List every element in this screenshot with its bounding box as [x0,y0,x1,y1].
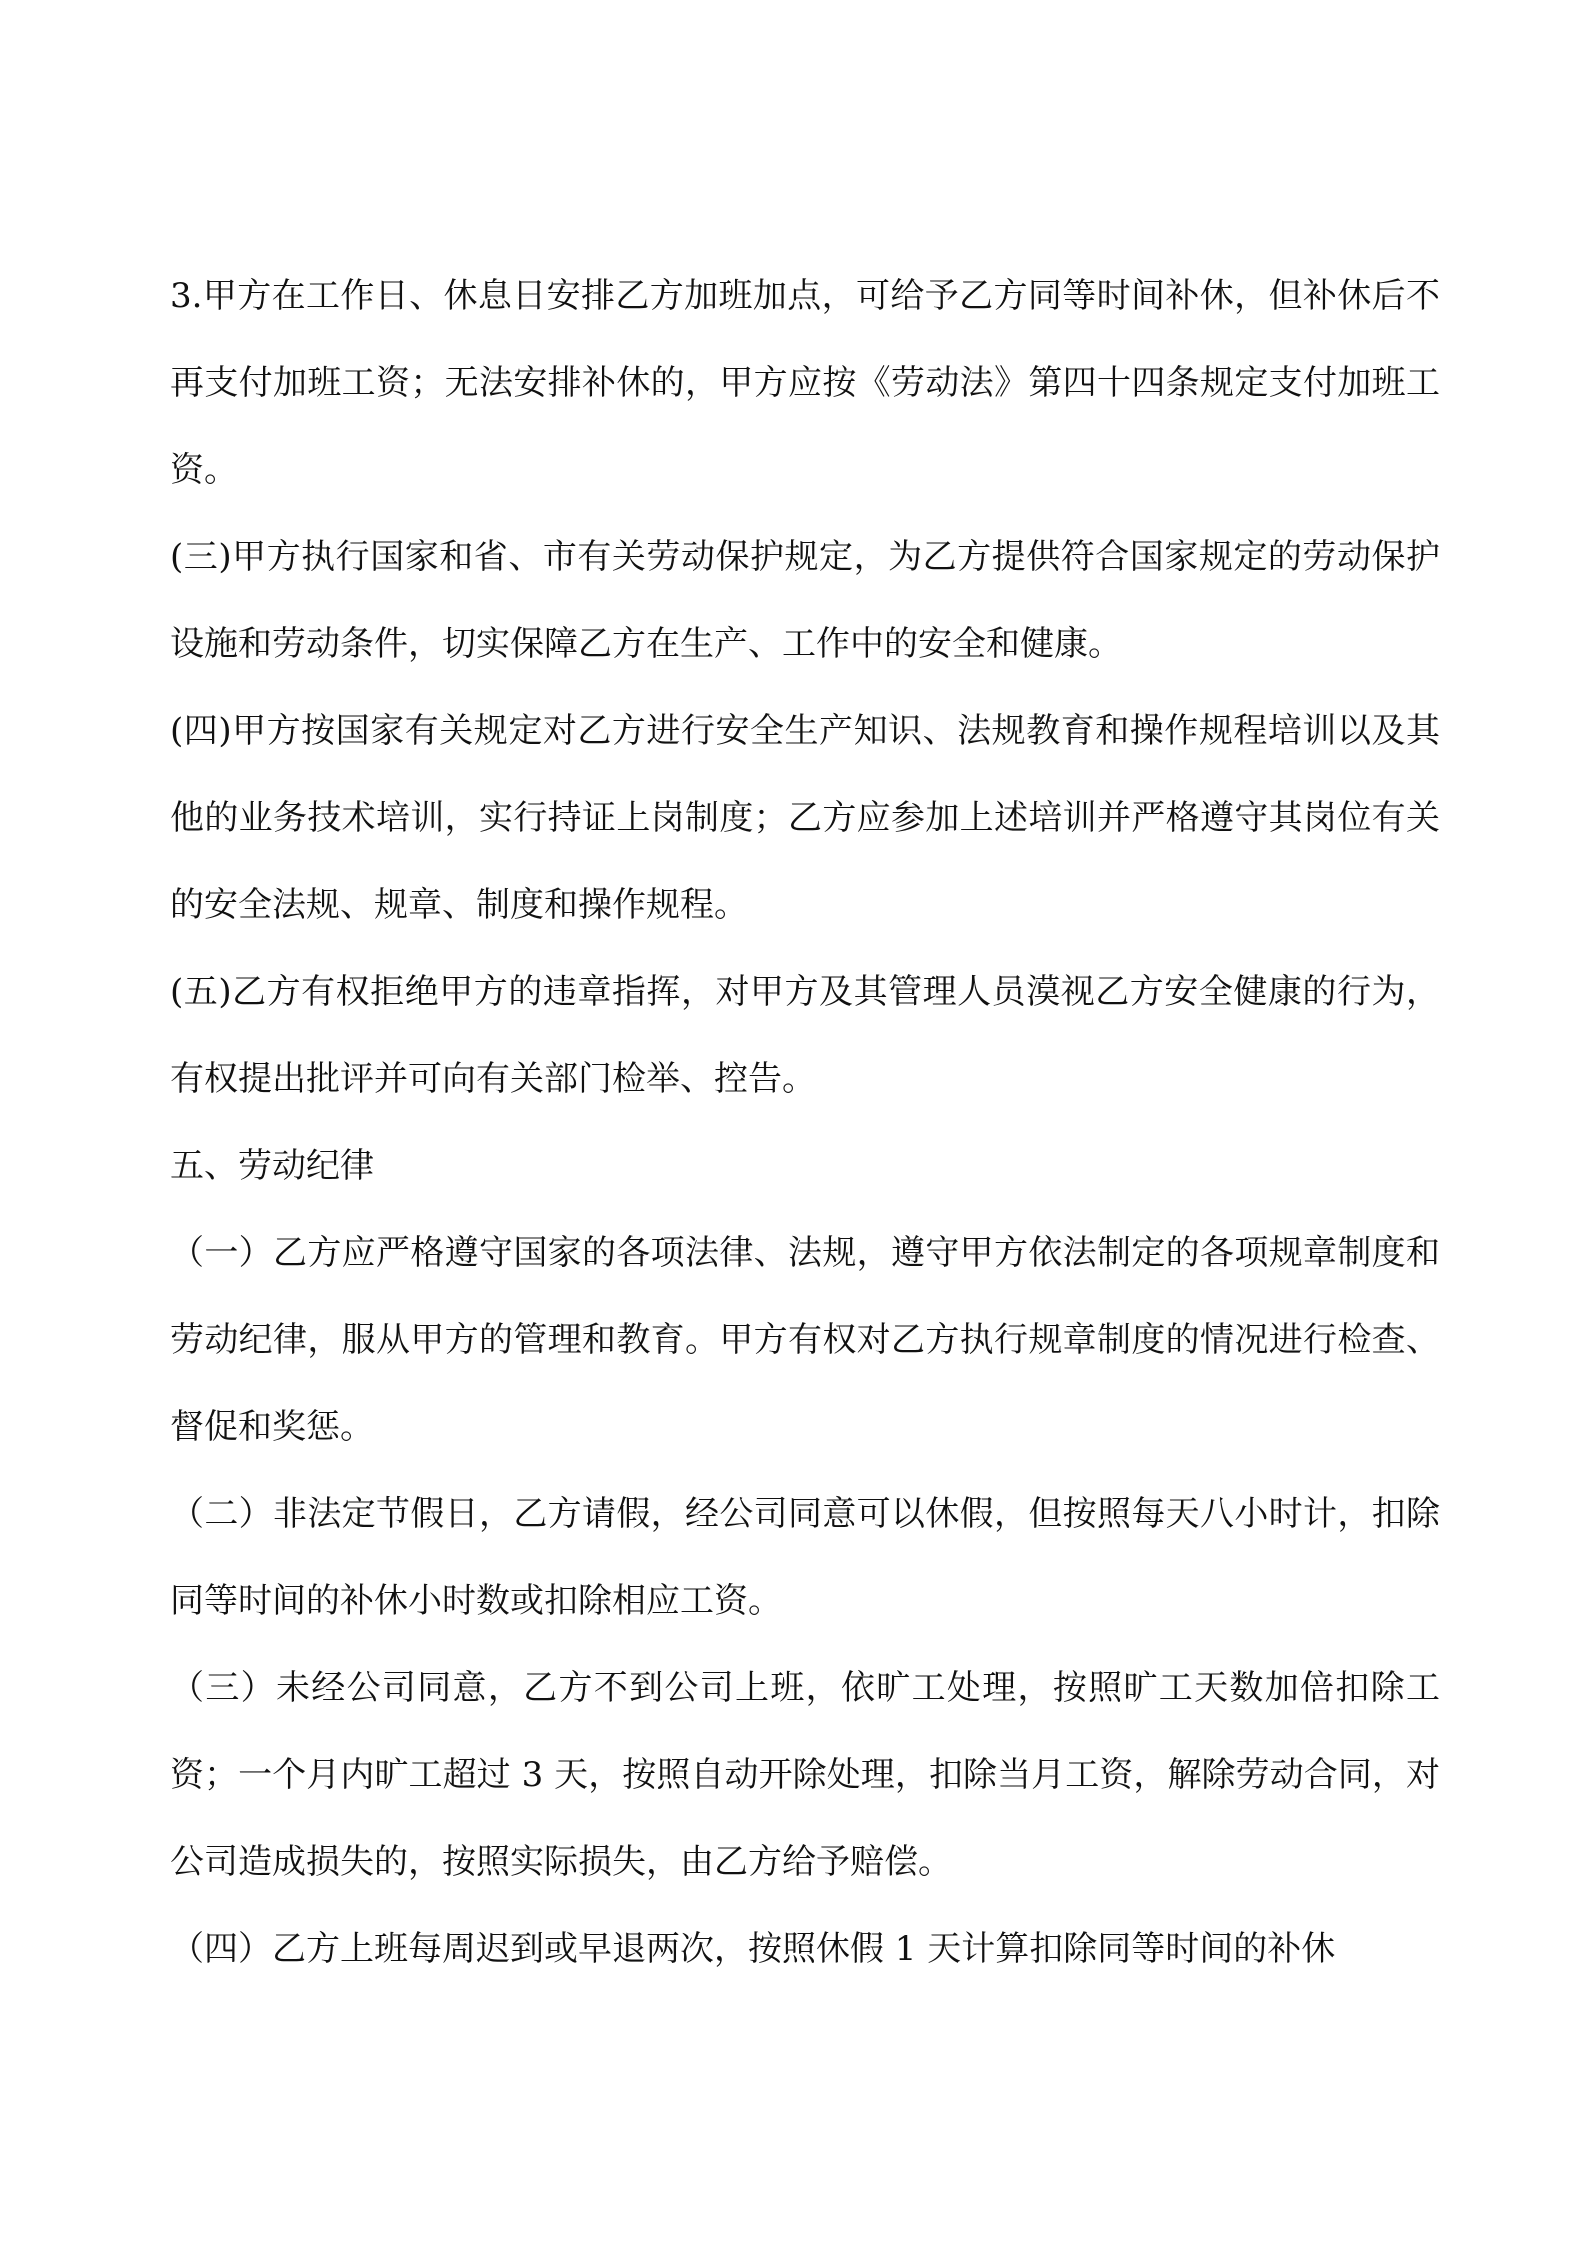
paragraph-right-to-refuse: (五)乙方有权拒绝甲方的违章指挥，对甲方及其管理人员漠视乙方安全健康的行为，有权提出批评并可向有关部门检举、控告。 [170,972,1440,1099]
paragraph-leave-request: （二）非法定节假日，乙方请假，经公司同意可以休假，但按照每天八小时计，扣除同等时间的补休小时数或扣除相应工资。 [170,1494,1440,1621]
paragraph-overtime-compensation: 3.甲方在工作日、休息日安排乙方加班加点，可给予乙方同等时间补休，但补休后不再支付加班工资；无法安排补休的，甲方应按《劳动法》第四十四条规定支付加班工资。 [170,276,1440,490]
paragraph-safety-training: (四)甲方按国家有关规定对乙方进行安全生产知识、法规教育和操作规程培训以及其他的业务技术培训，实行持证上岗制度；乙方应参加上述培训并严格遵守其岗位有关的安全法规、规章、制度和操作规程。 [170,711,1440,925]
paragraph-lateness: （四）乙方上班每周迟到或早退两次，按照休假 1 天计算扣除同等时间的补休 [170,1929,1336,1969]
paragraph-labor-protection: (三)甲方执行国家和省、市有关劳动保护规定，为乙方提供符合国家规定的劳动保护设施和劳动条件，切实保障乙方在生产、工作中的安全和健康。 [170,537,1440,664]
document-body [170,253,1440,1993]
section-heading-labor-discipline: 五、劳动纪律 [170,1146,374,1186]
paragraph-discipline-compliance: （一）乙方应严格遵守国家的各项法律、法规，遵守甲方依法制定的各项规章制度和劳动纪律，服从甲方的管理和教育。甲方有权对乙方执行规章制度的情况进行检查、督促和奖惩。 [170,1233,1440,1447]
paragraph-absenteeism: （三）未经公司同意，乙方不到公司上班，依旷工处理，按照旷工天数加倍扣除工资；一个月内旷工超过 3 天，按照自动开除处理，扣除当月工资，解除劳动合同，对公司造成损失的，按照实际损失，由乙方给予赔偿。 [170,1668,1440,1882]
